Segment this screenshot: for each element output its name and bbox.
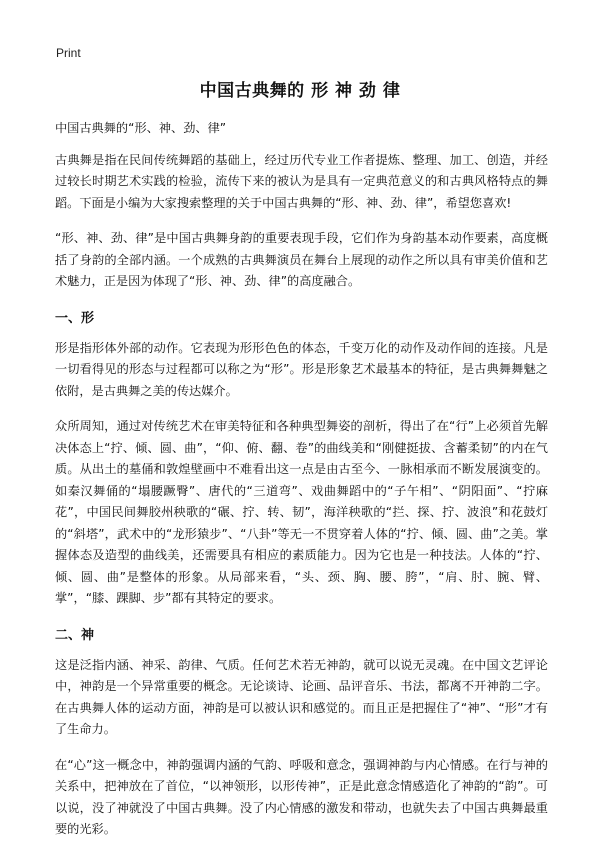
document-title: 中国古典舞的 形 神 劲 律 [199,81,401,101]
section-paragraph: 众所周知，通过对传统艺术在审美特征和各种典型舞姿的剖析，得出了在“行”上必须首先解决体态上“拧、倾、圆、曲”，“仰、俯、翻、卷”的曲线美和“刚健挺拔、含蓄柔韧”的内在气质。从出土的墓俑和敦煌壁画中不难看出这一点是由古至今、一脉相承而不断发展演变的。如秦汉舞俑的“塌腰蹶臀”、唐代的“三道弯”、戏曲舞蹈中的“子午相”、“阴阳面”、“拧麻花”，中国民间舞胶州秧歌的“碾、拧、转、韧”，海洋秧歌的“拦、探、拧、波浪”和花鼓灯的“斜塔”，武术中的“龙形猿步”、“八卦”等无一不贯穿着人体的“拧、倾、圆、曲”之美。掌握体态及造型的曲线美，还需要具有相应的素质能力。因为它也是一种技法。人体的“拧、倾、圆、曲”是整体的形象。从局部来看，“头、颈、胸、腰、胯”，“肩、肘、腕、臂、掌”，“膝、踝脚、步”都有其特定的要求。 [55,419,548,605]
section-paragraph: 形是指形体外部的动作。它表现为形形色色的体态，千变万化的动作及动作间的连接。凡是一切看得见的形态与过程都可以称之为“形”。形是形象艺术最基本的特征，是古典舞舞魅之依附，是古典舞之美的传达媒介。 [55,340,548,398]
intro-paragraph: 古典舞是指在民间传统舞蹈的基础上，经过历代专业工作者提炼、整理、加工、创造，并经过较长时期艺术实践的检验，流传下来的被认为是具有一定典范意义的和古典风格特点的舞蹈。下面是小编为大家搜索整理的关于中国古典舞的“形、神、劲、律”，希望您喜欢! [55,152,548,210]
print-label: Print [56,46,81,60]
section-form [55,307,548,610]
section-heading: 二、神 [55,627,95,643]
section-paragraph: 这是泛指内涵、神采、韵律、气质。任何艺术若无神韵，就可以说无灵魂。在中国文艺评论中，神韵是一个异常重要的概念。无论谈诗、论画、品评音乐、书法，都离不开神韵二字。在古典舞人体的运动方面，神韵是可以被认识和感觉的。而且正是把握住了“神”、“形”才有了生命力。 [55,657,548,736]
document-body [55,118,548,855]
section-heading: 一、形 [55,310,95,326]
section-spirit [55,624,548,841]
section-paragraph: 在“心”这一概念中，神韵强调内涵的气韵、呼吸和意念，强调神韵与内心情感。在行与神的关系中，把神放在了首位，“以神领形，以形传神”，正是此意念情感造化了神韵的“韵”。可以说，没了神就没了中国古典舞。没了内心情感的激发和带动，也就失去了中国古典舞最重要的光彩。 [55,757,548,836]
document-subtitle: 中国古典舞的“形、神、劲、律” [55,121,227,135]
intro-paragraph: “形、神、劲、律”是中国古典舞身韵的重要表现手段，它们作为身韵基本动作要素，高度概括了身韵的全部内涵。一个成熟的古典舞演员在舞台上展现的动作之所以具有审美价值和艺术魅力，正是因为体现了“形、神、劲、律”的高度融合。 [55,231,548,288]
